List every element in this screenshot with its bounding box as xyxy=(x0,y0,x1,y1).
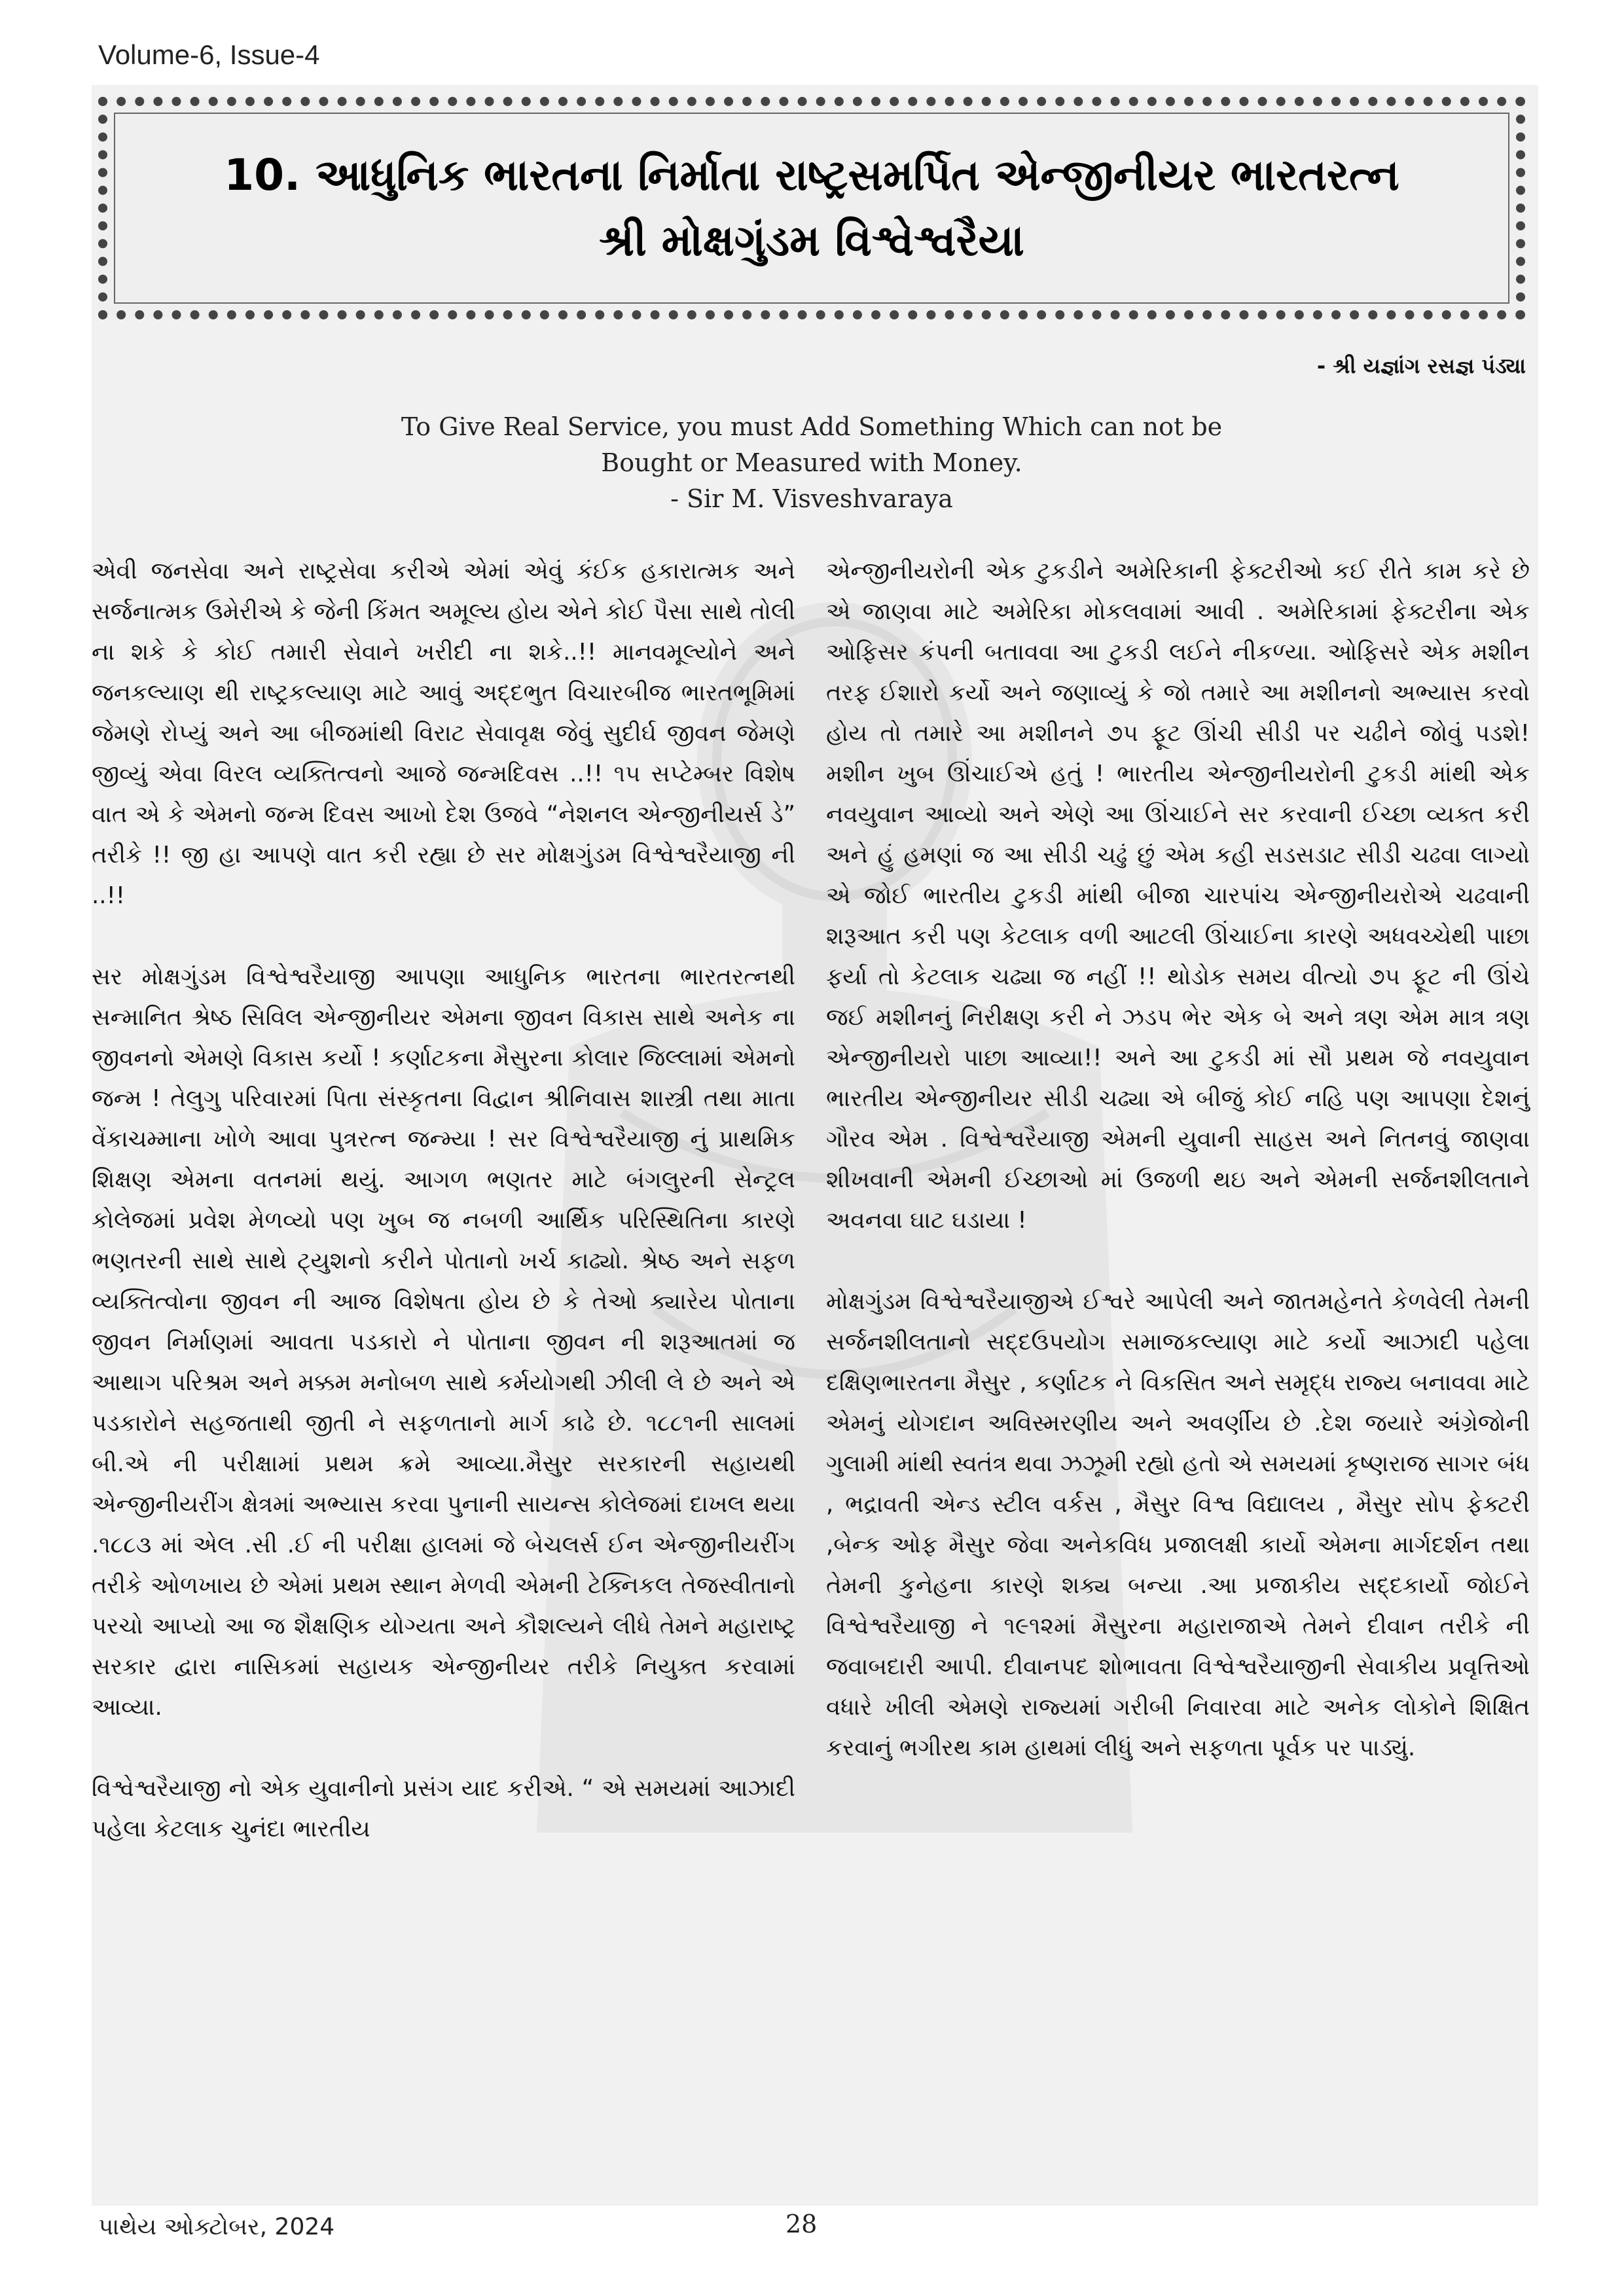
author-byline: - શ્રી યજ્ઞાંગ રસજ્ઞ પંડ્યા xyxy=(1316,353,1526,378)
right-column xyxy=(826,551,1530,1768)
paragraph: મોક્ષગુંડમ વિશ્વેશ્વરૈયાજીએ ઈશ્વરે આપેલી અને જાતમહેનતે કેળવેલી તેમની સર્જનશીલતાનો સદ્દઉપયોગ સમાજકલ્યાણ માટે કર્યો આઝાદી પહેલા દક્ષિણભારતના મૈસુર , કર્ણાટક ને વિકસિત અને સમૃદ્ધ રાજ્ય બનાવવા માટે એમનું યોગદાન અવિસ્મરણીય અને અવર્ણીય છે .દેશ જયારે અંગ્રેજોની ગુલામી માંથી સ્વતંત્ર થવા ઝઝૂમી રહ્યો હતો એ સમયમાં કૃષ્ણરાજ સાગર બંધ , ભદ્રાવતી એન્ડ સ્ટીલ વર્કસ , મૈસુર વિશ્વ વિદ્યાલય , મૈસુર સોપ ફેક્ટરી ,બેન્ક ઓફ મૈસુર જેવા અનેકવિધ પ્રજાલક્ષી કાર્યો એમના માર્ગદર્શન તથા તેમની કુનેહના કારણે શક્ય બન્યા .આ પ્રજાકીય સદ્દકાર્યો જોઈને વિશ્વેશ્વરૈયાજી ને ૧૯૧૨માં મૈસુરના મહારાજાએ તેમને દીવાન તરીકે ની જવાબદારી આપી. દીવાનપદ શોભાવતા વિશ્વેશ્વરૈયાજીની સેવાકીય પ્રવૃત્તિઓ વધારે ખીલી એમણે રાજ્યમાં ગરીબી નિવારવા માટે અનેક લોકોને શિક્ષિત કરવાનું ભગીરથ કામ હાથમાં લીધું અને સફળતા પૂર્વક પર પાડ્યું. xyxy=(826,1288,1530,1761)
paragraph: એવી જનસેવા અને રાષ્ટ્રસેવા કરીએ એમાં એવું કંઈક હકારાત્મક અને સર્જનાત્મક ઉમેરીએ કે જેની કિંમત અમૂલ્ય હોય એને કોઈ પૈસા સાથે તોલી ના શકે કે કોઈ તમારી સેવાને ખરીદી ના શકે..!! માનવમૂલ્યોને અને જનકલ્યાણ થી રાષ્ટ્રકલ્યાણ માટે આવું અદ્દભુત વિચારબીજ ભારતભૂમિમાં જેમણે રોપ્યું અને આ બીજમાંથી વિરાટ સેવાવૃક્ષ જેવું સુદીર્ઘ જીવન જેમણે જીવ્યું એવા વિરલ વ્યક્તિત્વનો આજે જન્મદિવસ ..!! ૧૫ સપ્ટેમ્બર વિશેષ વાત એ કે એમનો જન્મ દિવસ આખો દેશ ઉજવે “નેશનલ એન્જીનીયર્સ ડે” તરીકે !! જી હા આપણે વાત કરી રહ્યા છે સર મોક્ષગુંડમ વિશ્વેશ્વરૈયાજી ની ..!! xyxy=(92,558,795,909)
title-banner xyxy=(98,97,1525,319)
article-title-line-2: શ્રી મોક્ષગુંડમ વિશ્વેશ્વરૈયા xyxy=(599,215,1024,266)
volume-issue-label: Volume-6, Issue-4 xyxy=(98,39,320,70)
footer-magazine-date: પાથેય ઓક્ટોબર, 2024 xyxy=(98,2214,335,2240)
epigraph-quote xyxy=(262,409,1362,517)
quote-line-1: To Give Real Service, you must Add Something Which can not be xyxy=(401,412,1223,441)
quote-attribution: - Sir M. Visveshvaraya xyxy=(670,484,953,513)
quote-line-2: Bought or Measured with Money. xyxy=(601,448,1022,477)
article-title-line-1: 10. આધુનિક ભારતના નિર્માતા રાષ્ટ્રસમર્પિત એન્જીનીયર ભારતરત્ન xyxy=(224,150,1399,200)
paragraph: વિશ્વેશ્વરૈયાજી નો એક યુવાનીનો પ્રસંગ યાદ કરીએ. “ એ સમયમાં આઝાદી પહેલા કેટલાક ચુનંદા ભારતીય xyxy=(92,1775,795,1842)
page-number: 28 xyxy=(785,2210,818,2238)
left-column xyxy=(92,551,795,1850)
paragraph: એન્જીનીયરોની એક ટુકડીને અમેરિકાની ફેક્ટરીઓ કઈ રીતે કામ કરે છે એ જાણવા માટે અમેરિકા મોકલવામાં આવી . અમેરિકામાં ફેક્ટરીના એક ઓફિસર કંપની બતાવવા આ ટુકડી લઈને નીકળ્યા. ઓફિસરે એક મશીન તરફ ઈશારો કર્યો અને જણાવ્યું કે જો તમારે આ મશીનનો અભ્યાસ કરવો હોય તો તમારે આ મશીનને ૭૫ ફૂટ ઊંચી સીડી પર ચઢીને જોવું પડશે! મશીન ખુબ ઊંચાઈએ હતું ! ભારતીય એન્જીનીયરોની ટુકડી માંથી એક નવયુવાન આવ્યો અને એણે આ ઊંચાઈને સર કરવાની ઈચ્છા વ્યક્ત કરી અને હું હમણાં જ આ સીડી ચઢું છું એમ કહી સડસડાટ સીડી ચઢવા લાગ્યો એ જોઈ ભારતીય ટુકડી માંથી બીજા ચારપાંચ એન્જીનીયરોએ ચઢવાની શરૂઆત કરી પણ કેટલાક વળી આટલી ઊંચાઈના કારણે અધવચ્ચેથી પાછા ફર્યા તો કેટલાક ચઢ્યા જ નહીં !! થોડોક સમય વીત્યો ૭૫ ફૂટ ની ઊંચે જઈ મશીનનું નિરીક્ષણ કરી ને ઝડપ ભેર એક બે અને ત્રણ એમ માત્ર ત્રણ એન્જીનીયરો પાછા આવ્યા!! અને આ ટુકડી માં સૌ પ્રથમ જે નવયુવાન ભારતીય એન્જીનીયર સીડી ચઢ્યા એ બીજું કોઈ નહિ પણ આપણા દેશનું ગૌરવ એમ . વિશ્વેશ્વરૈયાજી એમની યુવાની સાહસ અને નિતનવું જાણવા શીખવાની એમની ઈચ્છાઓ માં ઉજળી થઇ અને એમની સર્જનશીલતાને અવનવા ઘાટ ઘડાયા ! xyxy=(826,558,1530,1234)
paragraph: સર મોક્ષગુંડમ વિશ્વેશ્વરૈયાજી આપણા આધુનિક ભારતના ભારતરત્નથી સન્માનિત શ્રેષ્ઠ સિવિલ એન્જીનીયર એમના જીવન વિકાસ સાથે અનેક ના જીવનનો એમણે વિકાસ કર્યો ! કર્ણાટકના મૈસુરના કોલાર જિલ્લામાં એમનો જન્મ ! તેલુગુ પરિવારમાં પિતા સંસ્કૃતના વિદ્વાન શ્રીનિવાસ શાસ્ત્રી તથા માતા વેંકાચમ્માના ખોળે આવા પુત્રરત્ન જન્મ્યા ! સર વિશ્વેશ્વરૈયાજી નું પ્રાથમિક શિક્ષણ એમના વતનમાં થયું. આગળ ભણતર માટે બંગલુરની સેન્ટ્રલ કોલેજમાં પ્રવેશ મેળવ્યો પણ ખુબ જ નબળી આર્થિક પરિસ્થિતિના કારણે ભણતરની સાથે સાથે ટ્યુશનો કરીને પોતાનો ખર્ચ કાઢ્યો. શ્રેષ્ઠ અને સફળ વ્યક્તિત્વોના જીવન ની આજ વિશેષતા હોય છે કે તેઓ ક્યારેય પોતાના જીવન નિર્માણમાં આવતા પડકારો ને પોતાના જીવન ની શરૂઆતમાં જ આથાગ પરિશ્રમ અને મક્કમ મનોબળ સાથે કર્મયોગથી ઝીલી લે છે અને એ પડકારોને સહજતાથી જીતી ને સફળતાનો માર્ગ કાઢે છે. ૧૮૮૧ની સાલમાં બી.એ ની પરીક્ષામાં પ્રથમ ક્રમે આવ્યા.મૈસુર સરકારની સહાયથી એન્જીનીયરીંગ ક્ષેત્રમાં અભ્યાસ કરવા પુનાની સાયન્સ કોલેજમાં દાખલ થયા .૧૮૮૩ માં એલ .સી .ઈ ની પરીક્ષા હાલમાં જે બેચલર્સ ઈન એન્જીનીયરીંગ તરીકે ઓળખાય છે એમાં પ્રથમ સ્થાન મેળવી એમની ટેક્નિકલ તેજસ્વીતાનો પરચો આપ્યો આ જ શૈક્ષણિક યોગ્યતા અને કૌશલ્યને લીધે તેમને મહારાષ્ટ્ર સરકાર દ્વારા નાસિકમાં સહાયક એન્જીનીયર તરીકે નિયુક્ત કરવામાં આવ્યા. xyxy=(92,963,795,1721)
